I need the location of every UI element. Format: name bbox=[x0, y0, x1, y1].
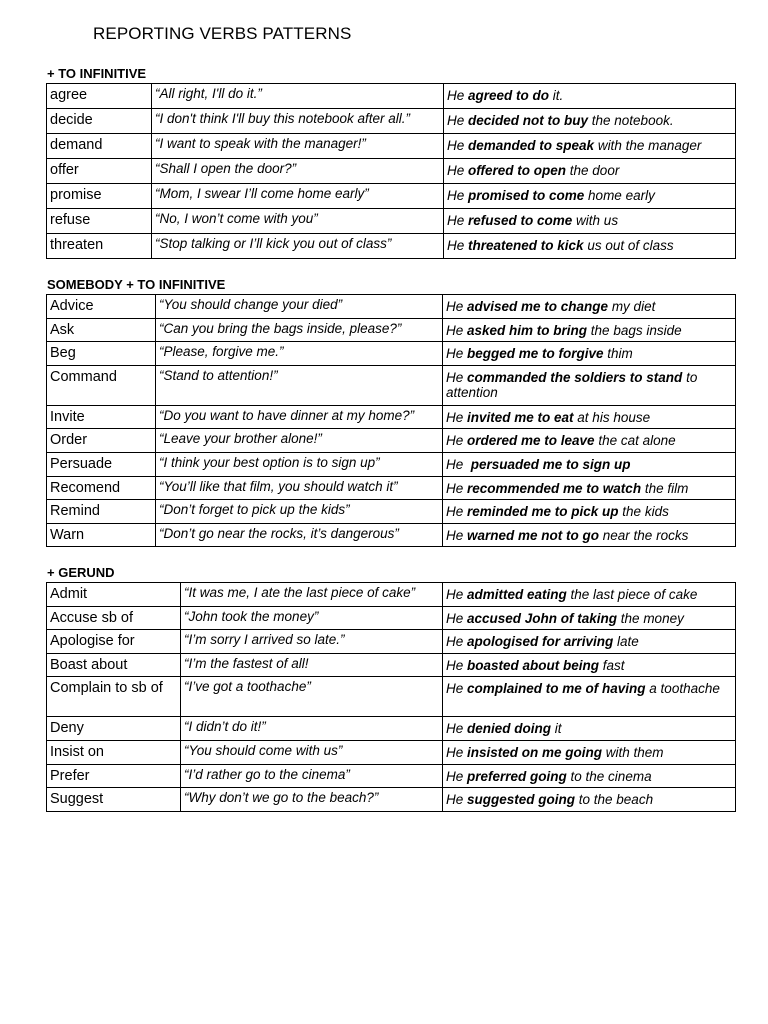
verb-cell: Order bbox=[47, 429, 156, 453]
reported-verb-pattern: denied doing bbox=[467, 721, 552, 737]
reported-rest: home early bbox=[584, 188, 655, 203]
verb-cell: Remind bbox=[47, 500, 156, 524]
reported-rest: with us bbox=[572, 213, 619, 228]
reported-speech-cell bbox=[443, 764, 736, 788]
reported-verb-pattern: suggested going bbox=[467, 792, 576, 808]
direct-speech-cell: “I want to speak with the manager!” bbox=[152, 134, 444, 159]
reported-verb-pattern: advised me to change bbox=[467, 299, 609, 314]
table-row bbox=[47, 476, 736, 500]
reported-speech-cell bbox=[443, 788, 736, 812]
reported-prefix: He bbox=[446, 504, 468, 520]
direct-speech-cell: “Mom, I swear I’ll come home early” bbox=[152, 184, 444, 209]
reported-rest: the kids bbox=[618, 504, 669, 520]
direct-speech-cell: “Leave your brother alone!” bbox=[156, 429, 443, 453]
reported-verb-pattern: admitted eating bbox=[467, 587, 567, 602]
table-row bbox=[47, 764, 736, 788]
reported-rest: with them bbox=[602, 744, 664, 760]
reported-speech-cell bbox=[444, 159, 736, 184]
direct-speech-cell: “I think your best option is to sign up” bbox=[156, 452, 443, 476]
reported-verb-pattern: offered to open bbox=[468, 163, 567, 178]
verb-cell: Apologise for bbox=[47, 630, 181, 654]
reported-verb-pattern: invited me to eat bbox=[467, 409, 574, 425]
reported-speech-cell bbox=[443, 365, 736, 405]
table-row bbox=[47, 405, 736, 429]
verb-cell: offer bbox=[47, 159, 152, 184]
reported-verb-pattern: boasted about being bbox=[467, 657, 600, 673]
reported-prefix: He bbox=[446, 768, 468, 784]
reported-speech-cell bbox=[444, 184, 736, 209]
verb-cell: Admit bbox=[47, 583, 181, 607]
reported-rest: the money bbox=[617, 610, 684, 626]
reported-verb-pattern: demanded to speak bbox=[468, 138, 595, 153]
reported-rest: my diet bbox=[608, 299, 656, 314]
table-row bbox=[47, 84, 736, 109]
reported-rest: us out of class bbox=[583, 238, 674, 253]
verb-cell: Accuse sb of bbox=[47, 606, 181, 630]
reported-verb-pattern: preferred going bbox=[467, 768, 567, 784]
verb-cell: demand bbox=[47, 134, 152, 159]
verb-cell: Prefer bbox=[47, 764, 181, 788]
table-row bbox=[47, 606, 736, 630]
verb-cell: promise bbox=[47, 184, 152, 209]
direct-speech-cell: “No, I won’t come with you” bbox=[152, 209, 444, 234]
reported-rest: to attention bbox=[446, 369, 698, 400]
reported-prefix: He bbox=[446, 792, 468, 808]
reported-rest: to the beach bbox=[575, 792, 654, 808]
table-row bbox=[47, 788, 736, 812]
reported-speech-cell bbox=[443, 452, 736, 476]
reported-rest: with the manager bbox=[594, 138, 702, 153]
table-row bbox=[47, 740, 736, 764]
reported-verb-pattern: commanded the soldiers to stand bbox=[467, 369, 683, 385]
reported-speech-cell bbox=[443, 677, 736, 717]
table-row bbox=[47, 630, 736, 654]
reported-speech-cell bbox=[444, 234, 736, 259]
table-row bbox=[47, 159, 736, 184]
verb-cell: Deny bbox=[47, 717, 181, 741]
reported-speech-cell bbox=[443, 653, 736, 677]
verb-cell: refuse bbox=[47, 209, 152, 234]
verb-cell: Warn bbox=[47, 523, 156, 547]
reported-verb-pattern: refused to come bbox=[468, 213, 573, 228]
table-row bbox=[47, 429, 736, 453]
reported-speech-cell bbox=[444, 84, 736, 109]
gerund-table bbox=[46, 582, 736, 812]
reported-speech-cell bbox=[443, 500, 736, 524]
reported-verb-pattern: apologised for arriving bbox=[467, 634, 614, 650]
reported-prefix: He bbox=[447, 213, 469, 228]
reported-speech-cell bbox=[443, 476, 736, 500]
verb-cell: Ask bbox=[47, 318, 156, 342]
reported-prefix: He bbox=[447, 88, 469, 103]
reported-prefix: He bbox=[447, 188, 469, 203]
reported-speech-cell bbox=[443, 630, 736, 654]
table-row bbox=[47, 717, 736, 741]
table-row bbox=[47, 184, 736, 209]
direct-speech-cell: “I’m sorry I arrived so late.” bbox=[181, 630, 443, 654]
verb-cell: Insist on bbox=[47, 740, 181, 764]
reported-prefix: He bbox=[446, 409, 468, 425]
direct-speech-cell: “You should come with us” bbox=[181, 740, 443, 764]
reported-verb-pattern: recommended me to watch bbox=[467, 480, 642, 496]
table-row bbox=[47, 318, 736, 342]
reported-rest: fast bbox=[599, 657, 625, 673]
direct-speech-cell: “I don't think I'll buy this notebook after all.” bbox=[152, 109, 444, 134]
verb-cell: Boast about bbox=[47, 653, 181, 677]
direct-speech-cell: “Stop talking or I’ll kick you out of class” bbox=[152, 234, 444, 259]
table-row bbox=[47, 234, 736, 259]
direct-speech-cell: “I’m the fastest of all! bbox=[181, 653, 443, 677]
verb-cell: agree bbox=[47, 84, 152, 109]
verb-cell: Advice bbox=[47, 295, 156, 319]
verb-cell: Suggest bbox=[47, 788, 181, 812]
reported-verb-pattern: decided not to buy bbox=[468, 113, 589, 128]
reported-verb-pattern: asked him to bring bbox=[467, 322, 588, 338]
direct-speech-cell: “John took the money” bbox=[181, 606, 443, 630]
to-infinitive-table bbox=[46, 83, 736, 259]
direct-speech-cell: “You should change your died” bbox=[156, 295, 443, 319]
direct-speech-cell: “It was me, I ate the last piece of cake” bbox=[181, 583, 443, 607]
reported-prefix: He bbox=[446, 657, 468, 673]
reported-prefix: He bbox=[446, 480, 468, 496]
direct-speech-cell: “Do you want to have dinner at my home?” bbox=[156, 405, 443, 429]
reported-rest: the last piece of cake bbox=[566, 587, 698, 602]
reported-prefix: He bbox=[446, 456, 471, 472]
table-row bbox=[47, 365, 736, 405]
reported-prefix: He bbox=[446, 681, 468, 697]
page-title: REPORTING VERBS PATTERNS bbox=[93, 24, 352, 43]
reported-speech-cell bbox=[443, 318, 736, 342]
reported-prefix: He bbox=[446, 299, 468, 314]
reported-prefix: He bbox=[446, 744, 468, 760]
reported-verb-pattern: threatened to kick bbox=[468, 238, 584, 253]
table-row bbox=[47, 523, 736, 547]
table-row bbox=[47, 109, 736, 134]
reported-rest: near the rocks bbox=[599, 527, 689, 543]
direct-speech-cell: “You’ll like that film, you should watch it” bbox=[156, 476, 443, 500]
reported-prefix: He bbox=[446, 346, 468, 362]
reported-prefix: He bbox=[446, 527, 468, 543]
reported-prefix: He bbox=[446, 322, 468, 338]
table-row bbox=[47, 500, 736, 524]
table-row bbox=[47, 452, 736, 476]
reported-verb-pattern: promised to come bbox=[468, 188, 585, 203]
reported-rest: thim bbox=[603, 346, 633, 362]
reported-speech-cell bbox=[444, 134, 736, 159]
verb-cell: Command bbox=[47, 365, 156, 405]
direct-speech-cell: “Stand to attention!” bbox=[156, 365, 443, 405]
direct-speech-cell: “I didn’t do it!” bbox=[181, 717, 443, 741]
reported-prefix: He bbox=[447, 238, 469, 253]
reported-speech-cell bbox=[444, 209, 736, 234]
verb-cell: decide bbox=[47, 109, 152, 134]
reported-verb-pattern: persuaded me to sign up bbox=[470, 456, 631, 472]
reported-verb-pattern: insisted on me going bbox=[467, 744, 603, 760]
direct-speech-cell: “Why don’t we go to the beach?” bbox=[181, 788, 443, 812]
direct-speech-cell: “Don’t go near the rocks, it’s dangerous” bbox=[156, 523, 443, 547]
table-row bbox=[47, 209, 736, 234]
reported-rest: to the cinema bbox=[566, 768, 652, 784]
reported-speech-cell bbox=[443, 523, 736, 547]
reported-speech-cell bbox=[443, 405, 736, 429]
reported-prefix: He bbox=[446, 721, 468, 737]
direct-speech-cell: “Shall I open the door?” bbox=[152, 159, 444, 184]
direct-speech-cell: “All right, I'll do it.” bbox=[152, 84, 444, 109]
reported-verb-pattern: begged me to forgive bbox=[467, 346, 604, 362]
reported-rest: the notebook. bbox=[588, 113, 674, 128]
reported-speech-cell bbox=[443, 429, 736, 453]
verb-cell: Persuade bbox=[47, 452, 156, 476]
reported-rest: at his house bbox=[573, 409, 651, 425]
reported-speech-cell bbox=[443, 717, 736, 741]
reported-prefix: He bbox=[447, 163, 469, 178]
table-row bbox=[47, 583, 736, 607]
verb-cell: Complain to sb of bbox=[47, 677, 181, 717]
reported-speech-cell bbox=[443, 740, 736, 764]
direct-speech-cell: “I’d rather go to the cinema” bbox=[181, 764, 443, 788]
reported-speech-cell bbox=[443, 295, 736, 319]
reported-rest: it. bbox=[549, 88, 564, 103]
reported-verb-pattern: reminded me to pick up bbox=[467, 504, 619, 520]
reported-prefix: He bbox=[446, 587, 468, 602]
reported-prefix: He bbox=[446, 634, 468, 650]
reported-prefix: He bbox=[446, 369, 468, 385]
reported-verb-pattern: ordered me to leave bbox=[467, 433, 595, 449]
reported-verb-pattern: accused John of taking bbox=[467, 610, 618, 626]
reported-prefix: He bbox=[447, 138, 469, 153]
reported-verb-pattern: complained to me of having bbox=[467, 681, 646, 697]
direct-speech-cell: “I’ve got a toothache” bbox=[181, 677, 443, 717]
reported-verb-pattern: agreed to do bbox=[468, 88, 550, 103]
section-heading-somebody-to-infinitive: SOMEBODY + TO INFINITIVE bbox=[47, 277, 226, 292]
somebody-to-infinitive-table bbox=[46, 294, 736, 547]
verb-cell: Recomend bbox=[47, 476, 156, 500]
reported-prefix: He bbox=[447, 113, 469, 128]
reported-rest: late bbox=[613, 634, 639, 650]
table-row bbox=[47, 295, 736, 319]
reported-prefix: He bbox=[446, 610, 468, 626]
verb-cell: Beg bbox=[47, 342, 156, 366]
reported-rest: a toothache bbox=[645, 681, 720, 697]
direct-speech-cell: “Can you bring the bags inside, please?” bbox=[156, 318, 443, 342]
verb-cell: threaten bbox=[47, 234, 152, 259]
table-row bbox=[47, 134, 736, 159]
section-heading-gerund: + GERUND bbox=[47, 565, 115, 580]
reported-speech-cell bbox=[443, 342, 736, 366]
reported-rest: the film bbox=[641, 480, 689, 496]
direct-speech-cell: “Don’t forget to pick up the kids” bbox=[156, 500, 443, 524]
table-row bbox=[47, 653, 736, 677]
reported-rest: the bags inside bbox=[587, 322, 682, 338]
reported-speech-cell bbox=[443, 606, 736, 630]
reported-rest: the door bbox=[566, 163, 620, 178]
reported-speech-cell bbox=[444, 109, 736, 134]
section-heading-to-infinitive: + TO INFINITIVE bbox=[47, 66, 147, 81]
reported-rest: the cat alone bbox=[594, 433, 676, 449]
table-row bbox=[47, 342, 736, 366]
table-row bbox=[47, 677, 736, 717]
reported-prefix: He bbox=[446, 433, 468, 449]
verb-cell: Invite bbox=[47, 405, 156, 429]
direct-speech-cell: “Please, forgive me.” bbox=[156, 342, 443, 366]
reported-speech-cell bbox=[443, 583, 736, 607]
reported-rest: it bbox=[551, 721, 562, 737]
reported-verb-pattern: warned me not to go bbox=[467, 527, 600, 543]
